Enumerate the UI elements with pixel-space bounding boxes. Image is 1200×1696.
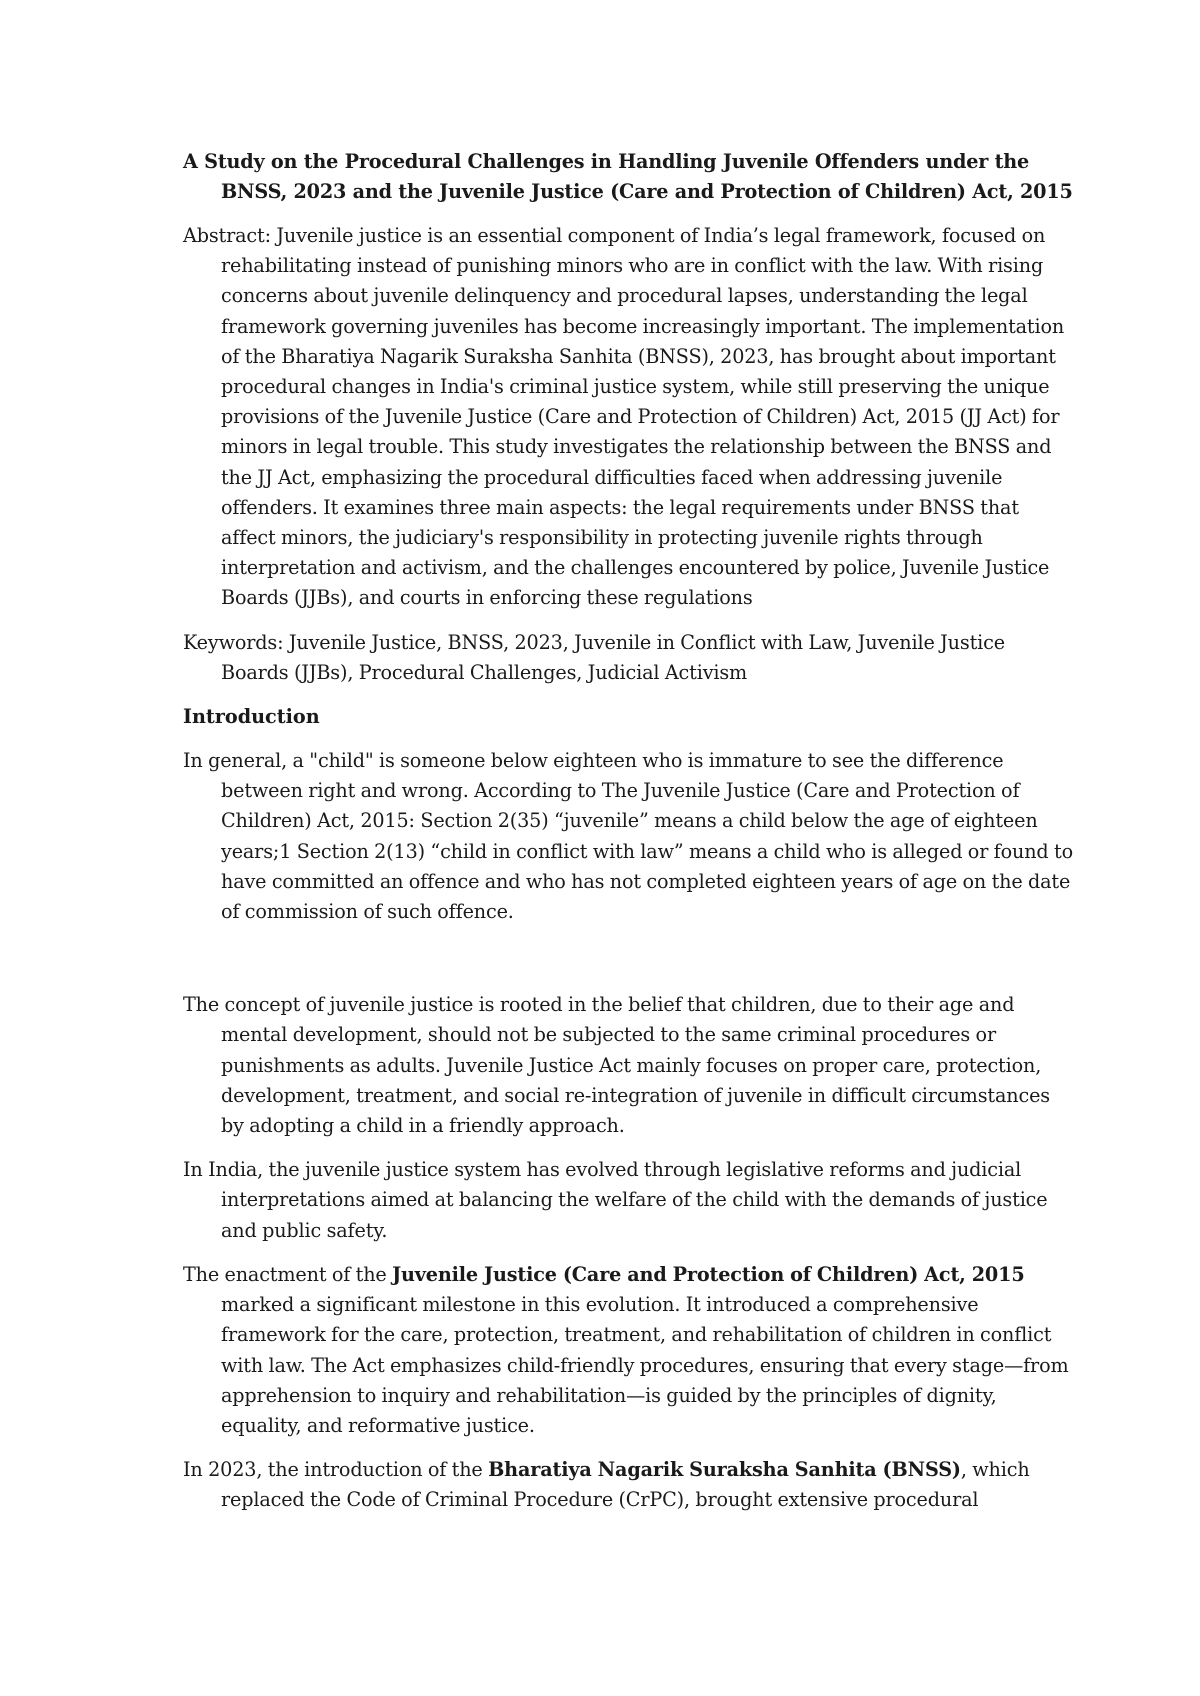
paragraph-spacer — [183, 941, 1073, 990]
keywords-paragraph: Keywords: Juvenile Justice, BNSS, 2023, Juvenile in Conflict with Law, Juvenile Justice Boards (JJBs), Procedural Challenges, Judicial Activism — [183, 630, 1005, 684]
bnss-text-before: In 2023, the introduction of the — [183, 1458, 489, 1482]
enactment-text-before: The enactment of the — [183, 1262, 393, 1286]
bnss-paragraph — [183, 1455, 1073, 1515]
child-definition-paragraph: In general, a "child" is someone below eighteen who is immature to see the difference between right and wrong. According to The Juvenile Justice (Care and Protection of Children) Act, 2015: Section 2(35) “juvenile” means a child below the age of eighteen years;1 Section 2(13) “child in conflict with law” means a child who is alleged or found to have committed an offence and who has not completed eighteen years of age on the date of commission of such offence. — [183, 749, 1073, 924]
bnss-text-after: , which replaced the Code of Criminal Procedure (CrPC), brought extensive procedural — [221, 1458, 1030, 1512]
jj-act-bold: Juvenile Justice (Care and Protection of Children) Act, 2015 — [392, 1262, 1025, 1286]
enactment-text-after: marked a significant milestone in this evolution. It introduced a comprehensive framework for the care, protection, treatment, and rehabilitation of children in conflict with law. The Act emphasizes child-friendly procedures, ensuring that every stage—from apprehension to inquiry and rehabilitation—is guided by the principles of dignity, equality, and reformative justice. — [221, 1293, 1069, 1437]
bnss-bold: Bharatiya Nagarik Suraksha Sanhita (BNSS) — [488, 1458, 961, 1482]
paper-title: A Study on the Procedural Challenges in Handling Juvenile Offenders under the BNSS, 2023 and the Juvenile Justice (Care and Protection of Children) Act, 2015 — [183, 150, 1073, 203]
enactment-paragraph — [183, 1260, 1073, 1441]
concept-paragraph: The concept of juvenile justice is rooted in the belief that children, due to their age and mental development, should not be subjected to the same criminal procedures or punishments as adults. Juvenile Justice Act mainly focuses on proper care, protection, development, treatment, and social re-integration of juvenile in difficult circumstances by adopting a child in a friendly approach. — [183, 993, 1050, 1138]
india-paragraph: In India, the juvenile justice system has evolved through legislative reforms and judicial interpretations aimed at balancing the welfare of the child with the demands of justice and public safety. — [183, 1158, 1048, 1242]
document-page — [183, 147, 1073, 1530]
abstract-paragraph: Abstract: Juvenile justice is an essential component of India’s legal framework, focused on rehabilitating instead of punishing minors who are in conflict with the law. With rising concerns about juvenile delinquency and procedural lapses, understanding the legal framework governing juveniles has become increasingly important. The implementation of the Bharatiya Nagarik Suraksha Sanhita (BNSS), 2023, has brought about important procedural changes in India's criminal justice system, while still preserving the unique provisions of the Juvenile Justice (Care and Protection of Children) Act, 2015 (JJ Act) for minors in legal trouble. This study investigates the relationship between the BNSS and the JJ Act, emphasizing the procedural difficulties faced when addressing juvenile offenders. It examines three main aspects: the legal requirements under BNSS that affect minors, the judiciary's responsibility in protecting juvenile rights through interpretation and activism, and the challenges encountered by police, Juvenile Justice Boards (JJBs), and courts in enforcing these regulations — [183, 224, 1065, 610]
introduction-heading: Introduction — [183, 705, 320, 729]
